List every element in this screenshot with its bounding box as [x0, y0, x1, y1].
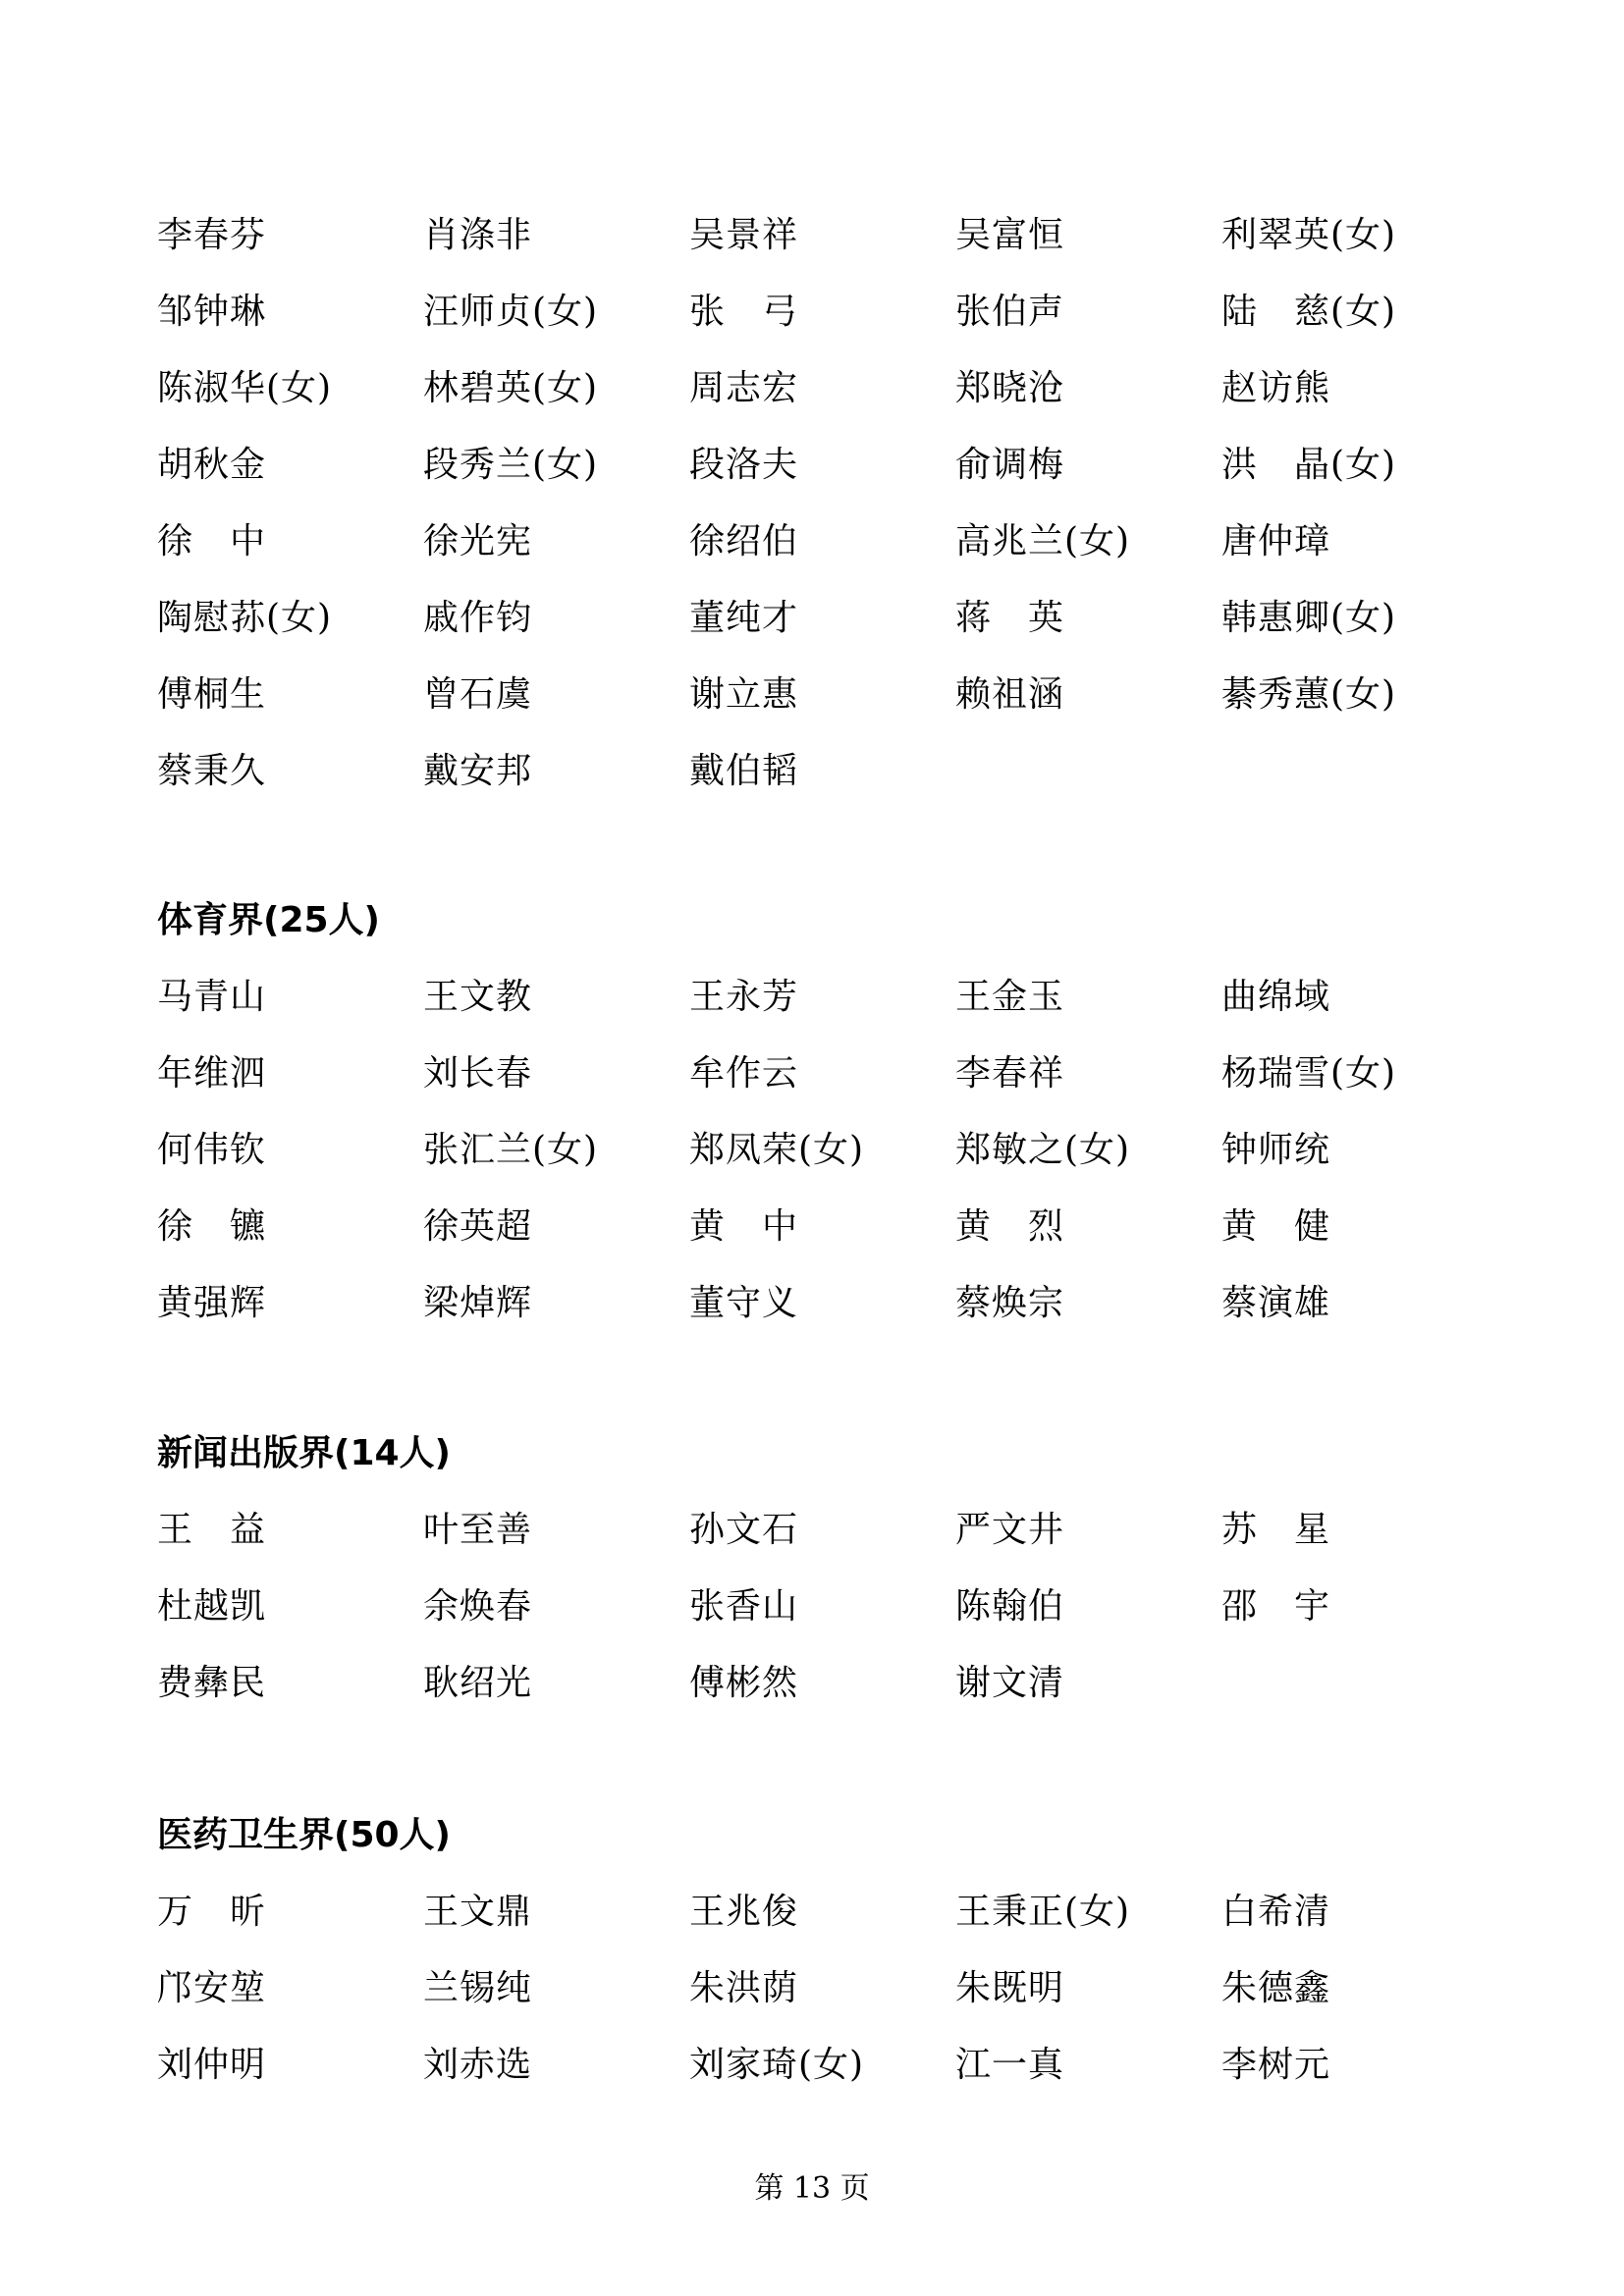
person-name: 马青山 [157, 977, 267, 1017]
person-name: 杨瑞雪(女) [1221, 1053, 1397, 1094]
person-name: 叶至善 [423, 1510, 533, 1550]
person-name: 兰锡纯 [423, 1968, 533, 2008]
person-name: 刘家琦(女) [689, 2045, 865, 2085]
person-name: 段洛夫 [689, 445, 799, 485]
person-name: 戴安邦 [423, 751, 533, 791]
person-name: 林碧英(女) [423, 368, 599, 408]
person-name: 邹钟琳 [157, 292, 267, 332]
page-number: 13 [792, 2171, 832, 2206]
name-list-section-press [157, 1415, 1473, 1722]
person-name: 汪师贞(女) [423, 292, 599, 332]
person-name: 朱洪荫 [689, 1968, 799, 2008]
person-name: 郑凤荣(女) [689, 1130, 865, 1170]
person-name: 肖涤非 [423, 215, 533, 255]
person-name: 戴伯韬 [689, 751, 799, 791]
person-name: 张汇兰(女) [423, 1130, 599, 1170]
person-name: 傅桐生 [157, 674, 267, 715]
person-name: 江一真 [955, 2045, 1065, 2085]
person-name: 白希清 [1221, 1892, 1331, 1932]
person-name: 吴富恒 [955, 215, 1065, 255]
person-name: 黄 中 [689, 1206, 799, 1247]
person-name: 陶慰荪(女) [157, 598, 333, 638]
person-name: 严文井 [955, 1510, 1065, 1550]
person-name: 刘仲明 [157, 2045, 267, 2085]
person-name: 苏 星 [1221, 1510, 1331, 1550]
person-name: 耿绍光 [423, 1663, 533, 1703]
person-name: 徐 镳 [157, 1206, 267, 1247]
person-name: 谢立惠 [689, 674, 799, 715]
person-name: 曲绵域 [1221, 977, 1331, 1017]
person-name: 张香山 [689, 1586, 799, 1627]
person-name: 李树元 [1221, 2045, 1331, 2085]
person-name: 王兆俊 [689, 1892, 799, 1932]
person-name: 王文鼎 [423, 1892, 533, 1932]
name-list-section-continued [157, 197, 1473, 810]
person-name: 俞调梅 [955, 445, 1065, 485]
person-name: 张 弓 [689, 292, 799, 332]
person-name: 万 昕 [157, 1892, 267, 1932]
person-name: 黄强辉 [157, 1283, 267, 1323]
person-name: 费彝民 [157, 1663, 267, 1703]
person-name: 徐 中 [157, 521, 267, 561]
person-name: 谢文清 [955, 1663, 1065, 1703]
person-name: 杜越凯 [157, 1586, 267, 1627]
person-name: 吴景祥 [689, 215, 799, 255]
name-grid [157, 1492, 1473, 1722]
person-name: 张伯声 [955, 292, 1065, 332]
person-name: 王文教 [423, 977, 533, 1017]
person-name: 赵访熊 [1221, 368, 1331, 408]
person-name: 王永芳 [689, 977, 799, 1017]
person-name: 年维泗 [157, 1053, 267, 1094]
name-list-section-sports [157, 882, 1473, 1342]
person-name: 刘长春 [423, 1053, 533, 1094]
person-name: 胡秋金 [157, 445, 267, 485]
name-grid [157, 959, 1473, 1342]
person-name: 唐仲璋 [1221, 521, 1331, 561]
person-name: 李春芬 [157, 215, 267, 255]
person-name: 傅彬然 [689, 1663, 799, 1703]
person-name: 戚作钧 [423, 598, 533, 638]
person-name: 徐绍伯 [689, 521, 799, 561]
person-name: 蔡焕宗 [955, 1283, 1065, 1323]
person-name: 王秉正(女) [955, 1892, 1131, 1932]
person-name: 牟作云 [689, 1053, 799, 1094]
person-name: 余焕春 [423, 1586, 533, 1627]
person-name: 朱既明 [955, 1968, 1065, 2008]
person-name: 陈淑华(女) [157, 368, 333, 408]
person-name: 蔡演雄 [1221, 1283, 1331, 1323]
person-name: 邝安堃 [157, 1968, 267, 2008]
person-name: 蔡秉久 [157, 751, 267, 791]
person-name: 郑晓沧 [955, 368, 1065, 408]
person-name: 董纯才 [689, 598, 799, 638]
name-grid [157, 197, 1473, 810]
person-name: 黄 烈 [955, 1206, 1065, 1247]
person-name: 梁焯辉 [423, 1283, 533, 1323]
person-name: 徐光宪 [423, 521, 533, 561]
page-footer [0, 2169, 1624, 2209]
section-title: 新闻出版界(14人) [157, 1433, 452, 1473]
name-grid [157, 1874, 1473, 2104]
section-title: 体育界(25人) [157, 900, 381, 940]
person-name: 徐英超 [423, 1206, 533, 1247]
name-list-section-medical [157, 1797, 1473, 2104]
person-name: 段秀兰(女) [423, 445, 599, 485]
person-name: 利翠英(女) [1221, 215, 1397, 255]
person-name: 韩惠卿(女) [1221, 598, 1397, 638]
person-name: 洪 晶(女) [1221, 445, 1397, 485]
person-name: 綦秀蕙(女) [1221, 674, 1397, 715]
person-name: 陆 慈(女) [1221, 292, 1397, 332]
person-name: 朱德鑫 [1221, 1968, 1331, 2008]
person-name: 董守义 [689, 1283, 799, 1323]
person-name: 王 益 [157, 1510, 267, 1550]
section-title: 医药卫生界(50人) [157, 1815, 452, 1855]
person-name: 邵 宇 [1221, 1586, 1331, 1627]
person-name: 赖祖涵 [955, 674, 1065, 715]
person-name: 钟师统 [1221, 1130, 1331, 1170]
person-name: 陈翰伯 [955, 1586, 1065, 1627]
person-name: 蒋 英 [955, 598, 1065, 638]
person-name: 何伟钦 [157, 1130, 267, 1170]
person-name: 孙文石 [689, 1510, 799, 1550]
person-name: 李春祥 [955, 1053, 1065, 1094]
person-name: 周志宏 [689, 368, 799, 408]
page-number-suffix: 页 [839, 2171, 870, 2206]
person-name: 黄 健 [1221, 1206, 1331, 1247]
person-name: 王金玉 [955, 977, 1065, 1017]
person-name: 刘赤选 [423, 2045, 533, 2085]
person-name: 高兆兰(女) [955, 521, 1131, 561]
page-number-prefix: 第 [754, 2171, 785, 2206]
person-name: 曾石虞 [423, 674, 533, 715]
person-name: 郑敏之(女) [955, 1130, 1131, 1170]
